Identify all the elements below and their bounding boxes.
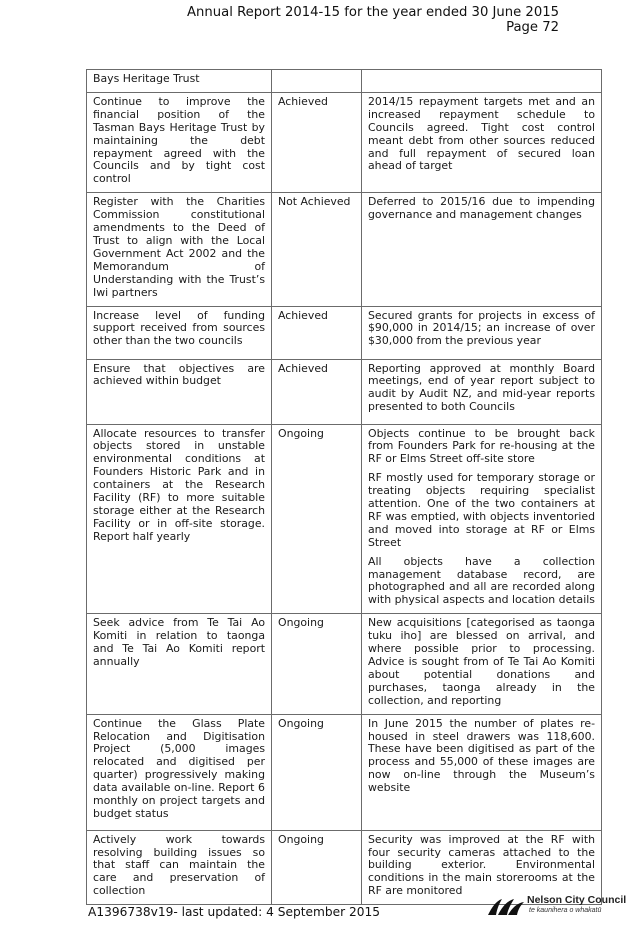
table-row [87,614,602,714]
status-cell: Achieved [272,306,362,359]
result-paragraph: Secured grants for projects in excess of $90,000 in 2014/15; an increase of over $30,000 from the previous year [368,308,595,348]
results-cell [362,70,602,93]
table-row [87,70,602,93]
objective-cell: Continue the Glass Plate Relocation and Digitisation Project (5,000 images relocated and digitised per quarter) progressively making data available on-line. Report 6 monthly on project targets and budget status [87,714,272,830]
results-cell [362,424,602,614]
table-row [87,714,602,830]
table-row [87,193,602,306]
council-name: Nelson City Council [527,894,627,906]
page-header [187,5,559,35]
results-cell [362,306,602,359]
objective-cell: Increase level of funding support received from sources other than the two councils [87,306,272,359]
objective-cell: Register with the Charities Commission constitutional amendments to the Deed of Trust to align with the Local Government Act 2002 and the Memorandum of Understanding with the Trust’s Iwi partners [87,193,272,306]
results-cell [362,359,602,424]
result-paragraph: All objects have a collection management database record, are photographed and all are recorded along with physical aspects and location details [368,554,595,607]
objective-cell: Actively work towards resolving building issues so that staff can maintain the care and preservation of collection [87,830,272,905]
table-row [87,424,602,614]
result-paragraph: 2014/15 repayment targets met and an increased repayment schedule to Councils agreed. Tight cost control meant debt from other sources reduced and full repayment of secured loan ahead of target [368,94,595,173]
result-paragraph: New acquisitions [categorised as taonga tuku iho] are blessed on arrival, and where possible prior to processing. Advice is sought from of Te Tai Ao Komiti about potential donations and purchases, taonga already in the collection, and reporting [368,616,595,707]
table-row [87,359,602,424]
council-logo-mark-icon [486,895,526,917]
footer-doc-id: A1396738v19- last updated: 4 September 2015 [88,905,381,919]
status-cell: Not Achieved [272,193,362,306]
table-row [87,92,602,192]
result-paragraph: Reporting approved at monthly Board meetings, end of year report subject to audit by Audit NZ, and mid-year reports presented to both Councils [368,361,595,414]
council-tagline: te kaunihera o whakatū [529,907,602,914]
objective-cell: Ensure that objectives are achieved within budget [87,359,272,424]
result-paragraph: Security was improved at the RF with four security cameras attached to the building exterior. Environmental conditions in the main storerooms at the RF are monitored [368,832,595,898]
results-cell [362,714,602,830]
status-cell [272,70,362,93]
result-paragraph: Objects continue to be brought back from Founders Park for re-housing at the RF or Elms Street off-site store [368,426,595,466]
status-cell: Ongoing [272,424,362,614]
objective-cell: Continue to improve the financial position of the Tasman Bays Heritage Trust by maintaining the debt repayment agreed with the Councils and by tight cost control [87,92,272,192]
performance-table [86,69,602,905]
results-cell [362,193,602,306]
objective-cell: Allocate resources to transfer objects stored in unstable environmental conditions at Founders Historic Park and in containers at the Research Facility (RF) to more suitable storage either at the Research Facility or in off-site storage. Report half yearly [87,424,272,614]
status-cell: Ongoing [272,714,362,830]
status-cell: Achieved [272,359,362,424]
status-cell: Achieved [272,92,362,192]
status-cell: Ongoing [272,614,362,714]
status-cell: Ongoing [272,830,362,905]
table-row [87,306,602,359]
results-cell [362,614,602,714]
page-number: Page 72 [506,20,559,35]
result-paragraph: RF mostly used for temporary storage or treating objects requiring specialist attention. One of the two containers at RF was emptied, with objects inventoried and moved into storage at RF or Elms Street [368,471,595,549]
objective-cell: Bays Heritage Trust [87,70,272,93]
results-cell [362,92,602,192]
report-title: Annual Report 2014-15 for the year ended 30 June 2015 [187,5,559,20]
result-paragraph: In June 2015 the number of plates re-housed in steel drawers was 118,600. These have been digitised as part of the process and 55,000 of these images are now on-line through the Museum’s website [368,716,595,795]
council-logo [486,893,627,919]
objective-cell: Seek advice from Te Tai Ao Komiti in relation to taonga and Te Tai Ao Komiti report annually [87,614,272,714]
result-paragraph: Deferred to 2015/16 due to impending governance and management changes [368,195,595,222]
